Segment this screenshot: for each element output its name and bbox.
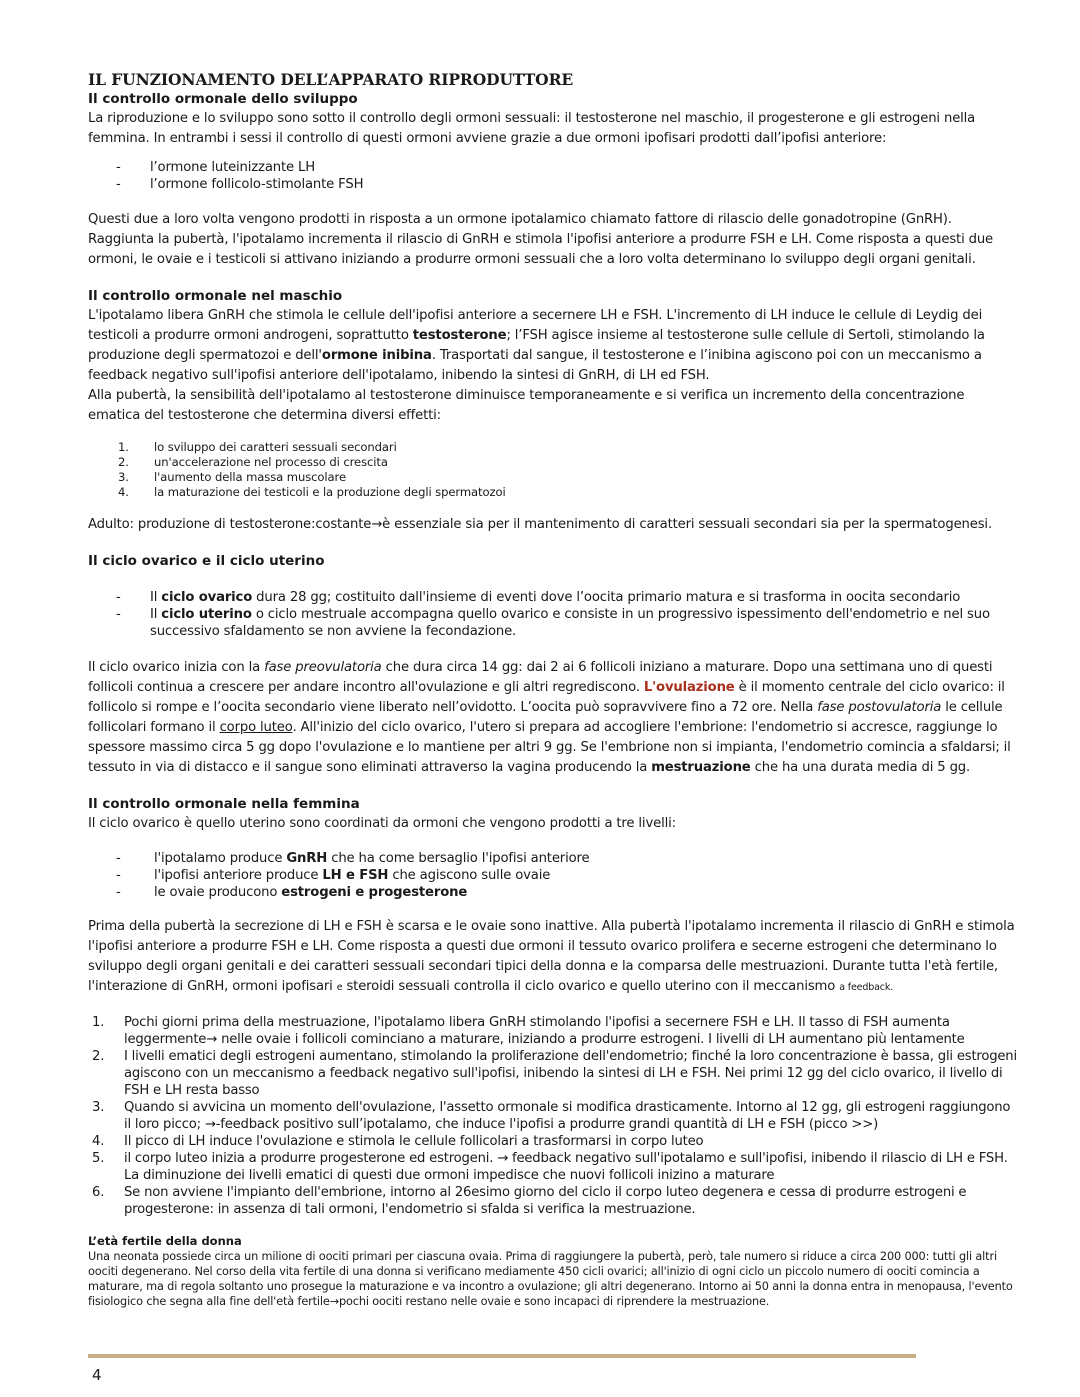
- list-item: 5. il corpo luteo inizia a produrre progesterone ed estrogeni. → feedback negativo sull'ipotalamo e sull'ipofisi, inibendo il rilascio di LH e FSH. La diminuzione dei livelli ematici di questi due ormoni impedisce che nuovi follicoli inizino a maturare: [92, 1151, 1008, 1183]
- paragraph: La riproduzione e lo sviluppo sono sotto il controllo degli ormoni sessuali: il testosterone nel maschio, il progesterone e gli estrogeni nella femmina. In entrambi i sessi il controllo di questi ormoni avviene grazie a due ormoni ipofisari prodotti dall’ipofisi anteriore:: [88, 111, 976, 146]
- list-item: 6. Se non avviene l'impianto dell'embrione, intorno al 26esimo giorno del ciclo il corpo luteo degenera e cessa di produrre estrogeni e progesterone: in assenza di tali ormoni, l'endometrio si sfalda si verifica la mestruazione.: [92, 1185, 967, 1217]
- paragraph: Prima della pubertà la secrezione di LH e FSH è scarsa e le ovaie sono inattive. Alla pubertà l'ipotalamo incrementa il rilascio di GnRH e stimola l'ipofisi anteriore a produrre FSH e LH. Come risposta a questi due ormoni il tessuto ovarico prolifera e secerne estrogeni che determinano lo sviluppo degli organi genitali e dei caratteri sessuali secondari tipici della donna e la comparsa delle mestruazioni. Durante tutta l'età fertile, l'interazione di GnRH, ormoni ipofisari e steroidi sessuali controlla il ciclo ovarico e quello uterino con il meccanismo a feedback.: [88, 919, 1015, 994]
- list-item: - l'ipofisi anteriore produce LH e FSH che agiscono sulle ovaie: [116, 868, 551, 883]
- footer-rule: [88, 1354, 916, 1358]
- paragraph: Una neonata possiede circa un milione di oociti primari per ciascuna ovaia. Prima di raggiungere la pubertà, però, tale numero si riduce a circa 200 000: tutti gli altri oociti degenerano. Nel corso della vita fertile di una donna si verificano mediamente 450 cicli ovarici; all'inizio di ogni ciclo un piccolo numero di oociti comincia a maturare, ma di regola soltanto uno prosegue la maturazione e va incontro a ovulazione; gli altri degenerano. Intorno ai 50 anni la donna entra in menopausa, l'evento fisiologico che segna alla fine dell'età fertile→pochi oociti restano nelle ovaie e sono incapaci di riprendere la mestruazione.: [88, 1250, 1013, 1308]
- paragraph: Questi due a loro volta vengono prodotti in risposta a un ormone ipotalamico chiamato fattore di rilascio delle gonadotropine (GnRH). Raggiunta la pubertà, l'ipotalamo incrementa il rilascio di GnRH e stimola l'ipofisi anteriore a produrre FSH e LH. Come risposta a questi due ormoni, le ovaie e i testicoli si attivano iniziando a produrre ormoni sessuali che a loro volta determinano lo sviluppo degli organi genitali.: [88, 212, 994, 267]
- list-item: 2. un'accelerazione nel processo di crescita: [118, 455, 388, 469]
- hormone-list: [88, 159, 1018, 193]
- section-heading-femmina: Il controllo ormonale nella femmina: [88, 796, 360, 812]
- list-item: 3. Quando si avvicina un momento dell'ovulazione, l'assetto ormonale si modifica drasticamente. Intorno al 12 gg, gli estrogeni raggiungono il loro picco; →-feedback positivo sull’ipotalamo, che induce l'ipofisi a produrre grandi quantità di LH e FSH (picco >>): [92, 1100, 1011, 1132]
- levels-list: [88, 850, 1018, 901]
- list-item: - l'ipotalamo produce GnRH che ha come bersaglio l'ipofisi anteriore: [116, 851, 590, 866]
- list-item: 3. l'aumento della massa muscolare: [118, 470, 346, 484]
- paragraph: Il ciclo ovarico inizia con la fase preovulatoria che dura circa 14 gg: dai 2 ai 6 follicoli iniziano a maturare. Dopo una settimana uno di questi follicoli continua a crescere per andare incontro all'ovulazione e gli altri regrediscono. L'ovulazione è il momento centrale del ciclo ovarico: il follicolo si rompe e l’oocita secondario viene liberato nell’ovidotto. L’oocita può sopravvivere fino a 72 ore. Nella fase postovulatoria le cellule follicolari formano il corpo luteo. All'inizio del ciclo ovarico, l'utero si prepara ad accogliere l'embrione: l'endometrio si accresce, raggiunge lo spessore massimo circa 5 gg dopo l'ovulazione e lo mantiene per altri 9 gg. Se l'embrione non si impianta, l'endometrio comincia a sfaldarsi; il tessuto in via di distacco e il sangue sono eliminati attraverso la vagina producendo la mestruazione che ha una durata media di 5 gg.: [88, 660, 1011, 775]
- list-item: - le ovaie producono estrogeni e progesterone: [116, 885, 468, 900]
- list-item: - Il ciclo uterino o ciclo mestruale accompagna quello ovarico e consiste in un progressivo ispessimento dell'endometrio e nel suo successivo sfaldamento se non avviene la fecondazione.: [116, 607, 990, 639]
- page-title: IL FUNZIONAMENTO DELL’APPARATO RIPRODUTTORE: [88, 70, 574, 89]
- section-heading-eta-fertile: L’età fertile della donna: [88, 1234, 242, 1248]
- list-item: 4. la maturazione dei testicoli e la produzione degli spermatozoi: [118, 485, 506, 499]
- list-item: 4. Il picco di LH induce l'ovulazione e stimola le cellule follicolari a trasformarsi in corpo luteo: [92, 1134, 704, 1149]
- fertile-age-section: [88, 1234, 1018, 1309]
- section-heading-sviluppo: Il controllo ormonale dello sviluppo: [88, 91, 358, 107]
- paragraph: Alla pubertà, la sensibilità dell'ipotalamo al testosterone diminuisce temporaneamente e si verifica un incremento della concentrazione ematica del testosterone che determina diversi effetti:: [88, 388, 965, 423]
- paragraph: Il ciclo ovarico è quello uterino sono coordinati da ormoni che vengono prodotti a tre livelli:: [88, 816, 676, 831]
- section-heading-maschio: Il controllo ormonale nel maschio: [88, 288, 343, 304]
- page-number: 4: [92, 1366, 102, 1384]
- cycle-steps-list: [88, 1014, 1018, 1218]
- cycle-list: [88, 589, 1018, 640]
- section-heading-ciclo: Il ciclo ovarico e il ciclo uterino: [88, 553, 325, 569]
- list-item: 1. lo sviluppo dei caratteri sessuali secondari: [118, 440, 397, 454]
- list-item: - l’ormone follicolo-stimolante FSH: [116, 177, 364, 192]
- page-content: [88, 70, 1018, 1309]
- list-item: - l’ormone luteinizzante LH: [116, 160, 315, 175]
- paragraph: Adulto: produzione di testosterone:costante→è essenziale sia per il mantenimento di caratteri sessuali secondari sia per la spermatogenesi.: [88, 517, 992, 532]
- list-item: 1. Pochi giorni prima della mestruazione, l'ipotalamo libera GnRH stimolando l'ipofisi a secernere FSH e LH. Il tasso di FSH aumenta leggermente→ nelle ovaie i follicoli cominciano a maturare, iniziando a produrre estrogeni. I livelli di LH aumentano più lentamente: [92, 1015, 965, 1047]
- list-item: - Il ciclo ovarico dura 28 gg; costituito dall'insieme di eventi dove l’oocita primario matura e si trasforma in oocita secondario: [116, 590, 961, 605]
- effects-list: [88, 440, 1018, 500]
- list-item: 2. I livelli ematici degli estrogeni aumentano, stimolando la proliferazione dell'endometrio; finché la loro concentrazione è bassa, gli estrogeni agiscono con un meccanismo a feedback negativo sull'ipofisi, inibendo la sintesi di LH e FSH. Nei primi 12 gg del ciclo ovarico, il livello di FSH e LH resta basso: [92, 1049, 1017, 1098]
- paragraph: L'ipotalamo libera GnRH che stimola le cellule dell'ipofisi anteriore a secernere LH e FSH. L'incremento di LH induce le cellule di Leydig dei testicoli a produrre ormoni androgeni, soprattutto testosterone; l’FSH agisce insieme al testosterone sulle cellule di Sertoli, stimolando la produzione degli spermatozoi e dell'ormone inibina. Trasportati dal sangue, il testosterone e l’inibina agiscono poi con un meccanismo a feedback negativo sull'ipofisi anteriore dell'ipotalamo, inibendo la sintesi di GnRH, di LH ed FSH.: [88, 308, 985, 383]
